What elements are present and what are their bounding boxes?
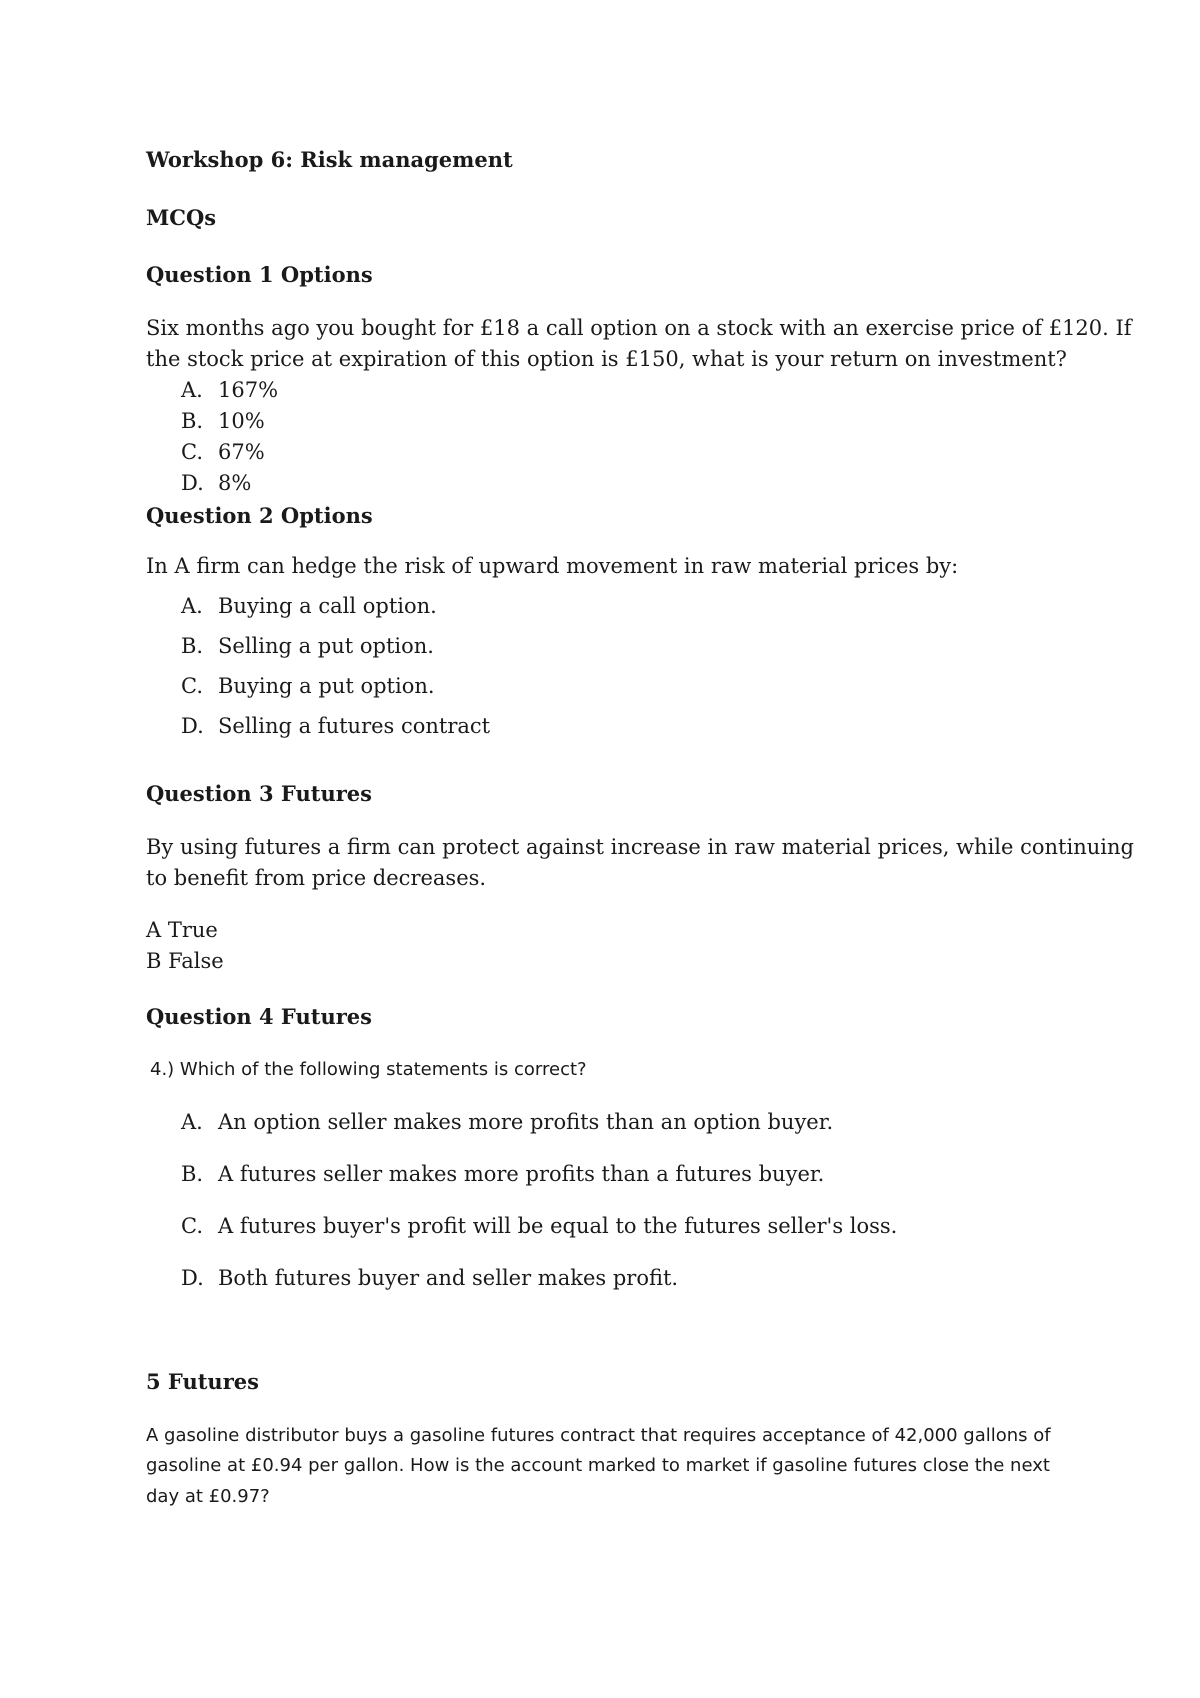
option-letter: A. [181,1110,203,1134]
answer-option: A True [146,918,218,942]
option-letter: A. [181,378,203,402]
option-letter: B. [181,634,204,658]
list-item [0,1110,1200,1138]
list-item [0,594,1200,622]
section-heading: MCQs [146,205,217,230]
question-1-text: Six months ago you bought for £18 a call option on a stock with an exercise price of £120. If [146,316,1132,340]
list-item [0,714,1200,742]
option-text: A futures seller makes more profits than a futures buyer. [218,1162,825,1186]
question-5-text: gasoline at £0.94 per gallon. How is the account marked to market if gasoline futures close the next [146,1455,1050,1476]
option-letter: C. [181,674,203,698]
list-item [0,634,1200,662]
answer-option: B False [146,949,224,973]
question-4-prompt: 4.) Which of the following statements is correct? [150,1059,587,1080]
question-5-text: day at £0.97? [146,1486,270,1507]
question-1-heading: Question 1 Options [146,262,373,287]
option-letter: B. [181,1162,204,1186]
list-item [0,1162,1200,1190]
question-3-heading: Question 3 Futures [146,781,372,806]
question-3-text: to benefit from price decreases. [146,866,487,890]
option-text: Both futures buyer and seller makes profit. [218,1266,679,1290]
list-item [0,471,1200,499]
question-2-heading: Question 2 Options [146,503,373,528]
page-title: Workshop 6: Risk management [146,147,513,172]
question-5-text: A gasoline distributor buys a gasoline futures contract that requires acceptance of 42,000 gallons of [146,1425,1051,1446]
question-2-text: In A firm can hedge the risk of upward movement in raw material prices by: [146,554,959,578]
option-text: Buying a call option. [218,594,437,618]
list-item [0,409,1200,437]
option-text: Buying a put option. [218,674,435,698]
option-letter: B. [181,409,204,433]
option-text: 10% [218,409,265,433]
question-3-text: By using futures a firm can protect against increase in raw material prices, while continuing [146,835,1134,859]
option-letter: C. [181,1214,203,1238]
option-letter: C. [181,440,203,464]
option-text: 8% [218,471,252,495]
list-item [0,1214,1200,1242]
question-1-text: the stock price at expiration of this option is £150, what is your return on investment? [146,347,1067,371]
question-4-heading: Question 4 Futures [146,1004,372,1029]
option-letter: D. [181,714,204,738]
option-letter: D. [181,1266,204,1290]
list-item [0,440,1200,468]
option-text: 167% [218,378,279,402]
option-text: An option seller makes more profits than an option buyer. [218,1110,834,1134]
option-letter: A. [181,594,203,618]
list-item [0,1266,1200,1294]
option-letter: D. [181,471,204,495]
option-text: Selling a futures contract [218,714,491,738]
question-5-heading: 5 Futures [146,1369,259,1394]
option-text: 67% [218,440,265,464]
list-item [0,378,1200,406]
option-text: Selling a put option. [218,634,434,658]
option-text: A futures buyer's profit will be equal to the futures seller's loss. [218,1214,898,1238]
list-item [0,674,1200,702]
